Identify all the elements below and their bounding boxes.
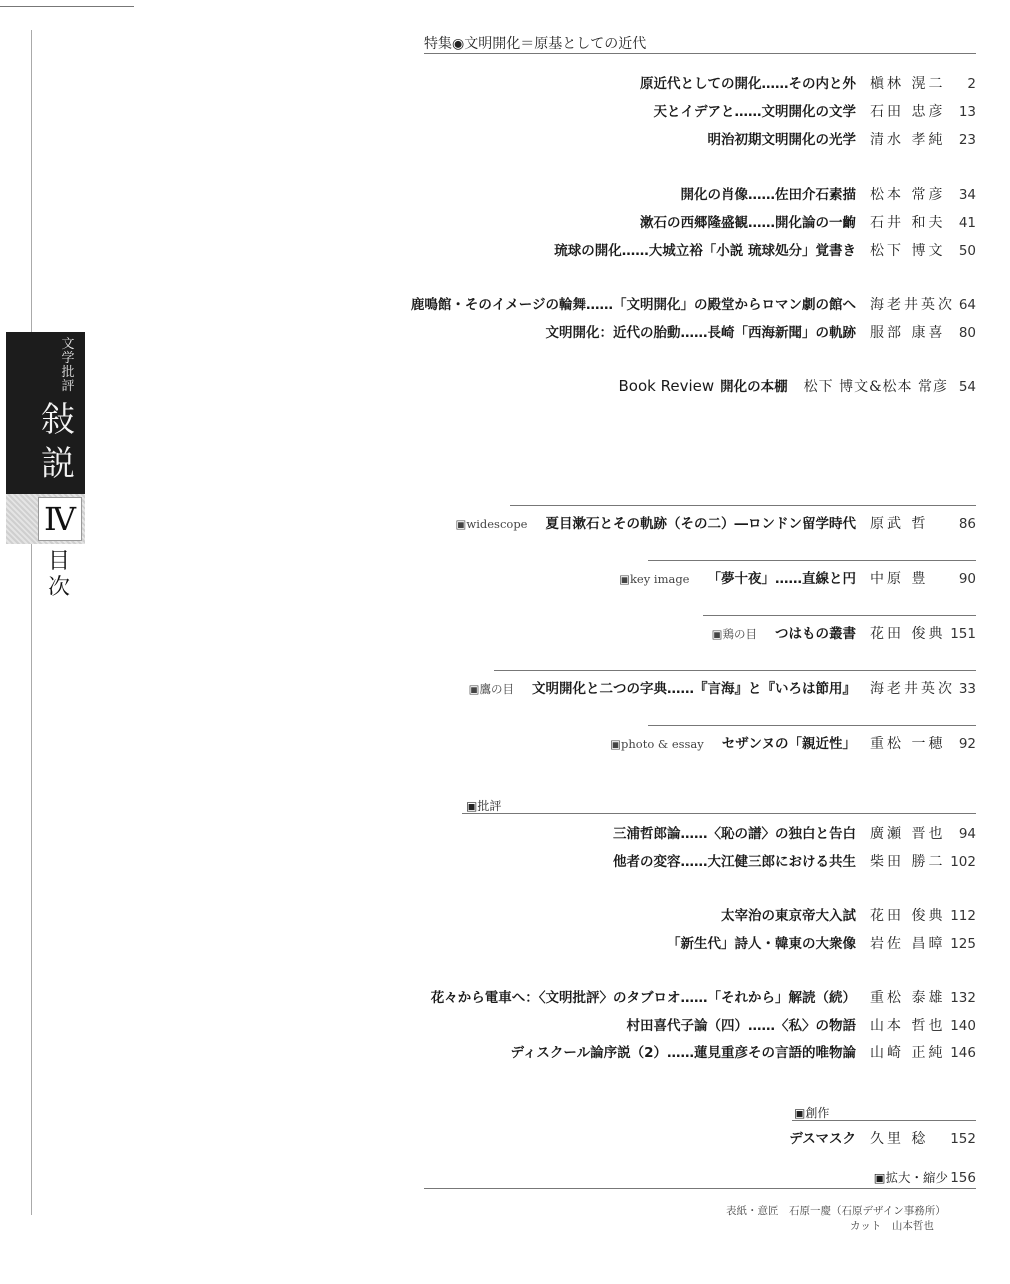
entry-author: 海老井英次 <box>870 297 955 313</box>
entry-title: 琉球の開化……大城立裕「小説 琉球処分」覚書き <box>554 243 856 259</box>
entry-author: 清水 孝純 <box>870 132 946 148</box>
entry-title: ▣拡大・縮少 <box>873 1170 948 1185</box>
toc-entry[interactable] <box>613 850 976 871</box>
entry-title: 他者の変容……大江健三郎における共生 <box>613 854 856 870</box>
entry-page: 50 <box>958 243 976 259</box>
column-rule <box>648 725 976 726</box>
left-margin-line <box>31 30 32 1215</box>
entry-author: 松下 博文 <box>870 243 946 259</box>
entry-title: 三浦哲郎論……〈恥の譜〉の独白と告白 <box>613 826 856 842</box>
entry-author: 久里 稔 <box>870 1131 929 1147</box>
column-rule <box>510 505 976 506</box>
entry-page: 13 <box>958 104 976 120</box>
toc-entry[interactable] <box>640 72 976 93</box>
top-left-rule <box>0 6 134 7</box>
spine-subtitle: 文学批評 <box>61 337 75 394</box>
entry-page: 34 <box>958 187 976 203</box>
entry-author: 岩佐 昌暲 <box>870 936 946 952</box>
criticism-header: ▣批評 <box>466 799 502 813</box>
entry-author: 山崎 正純 <box>870 1045 946 1061</box>
entry-title: 花々から電車へ：〈文明批評〉のタブロオ……「それから」解読（続） <box>430 990 856 1006</box>
toc-entry[interactable] <box>721 904 976 925</box>
column-entry[interactable] <box>456 512 977 533</box>
toc-entry[interactable] <box>874 1168 976 1186</box>
toc-entry[interactable] <box>431 986 976 1007</box>
entry-author: 中原 豊 <box>870 571 929 587</box>
feature-rule <box>424 53 976 54</box>
entry-title: 「夢十夜」……直線と円 <box>707 571 856 587</box>
entry-title: 天とイデアと……文明開化の文学 <box>653 104 856 120</box>
toc-entry[interactable] <box>640 211 976 232</box>
entry-page: 156 <box>950 1170 976 1186</box>
column-rule <box>648 560 976 561</box>
column-label: ▣鶏の目 <box>711 627 757 641</box>
feature-header: 特集◉文明開化＝原基としての近代 <box>424 36 647 52</box>
entry-title: 「新生代」詩人・韓東の大衆像 <box>667 936 856 952</box>
entry-title: デスマスク <box>789 1131 856 1147</box>
bottom-rule <box>424 1188 976 1189</box>
entry-author: 松下 博文&松本 常彦 <box>803 379 948 395</box>
column-label: ▣photo & essay <box>610 737 704 751</box>
entry-author: 石井 和夫 <box>870 215 946 231</box>
toc-entry[interactable] <box>546 321 977 342</box>
entry-page: 151 <box>950 626 976 642</box>
entry-title: 原近代としての開化……その内と外 <box>640 76 856 92</box>
toc-label: 目次 <box>47 549 70 600</box>
entry-author: 花田 俊典 <box>870 626 946 642</box>
entry-author: 柴田 勝二 <box>870 854 946 870</box>
entry-title: セザンヌの「親近性」 <box>721 736 856 752</box>
entry-title: 文明開化：近代の胎動……長崎「西海新聞」の軌跡 <box>545 325 856 341</box>
toc-entry[interactable] <box>613 822 976 843</box>
column-label: ▣鷹の目 <box>468 682 514 696</box>
entry-title: 漱石の西郷隆盛観……開化論の一齣 <box>640 215 856 231</box>
entry-page: 86 <box>958 516 976 532</box>
entry-page: 64 <box>958 297 976 313</box>
column-entry[interactable] <box>469 677 976 698</box>
column-label: ▣widescope <box>455 517 528 531</box>
book-review-label: Book Review <box>618 377 715 395</box>
entry-page: 94 <box>958 826 976 842</box>
toc-entry[interactable] <box>510 1041 976 1062</box>
toc-entry[interactable] <box>627 1014 977 1035</box>
entry-author: 廣瀬 晋也 <box>870 826 946 842</box>
entry-page: 102 <box>950 854 976 870</box>
entry-page: 54 <box>958 379 976 395</box>
entry-title: 文明開化と二つの字典……『言海』と『いろは節用』 <box>532 681 856 697</box>
criticism-rule <box>462 813 976 814</box>
book-review-entry[interactable] <box>619 375 977 396</box>
entry-author: 重松 泰雄 <box>870 990 946 1006</box>
entry-author: 原武 哲 <box>870 516 929 532</box>
entry-author: 松本 常彦 <box>870 187 946 203</box>
entry-page: 41 <box>958 215 976 231</box>
volume-number: Ⅳ <box>38 497 82 541</box>
entry-page: 2 <box>967 76 976 92</box>
toc-entry[interactable] <box>667 932 976 953</box>
entry-page: 33 <box>958 681 976 697</box>
entry-author: 山本 哲也 <box>870 1018 946 1034</box>
credits-line: カット 山本哲也 <box>850 1220 934 1232</box>
credits-line: 表紙・意匠 石原一慶（石原デザイン事務所） <box>726 1205 946 1217</box>
toc-entry[interactable] <box>681 183 977 204</box>
toc-entry[interactable] <box>411 293 976 314</box>
entry-title: 開化の本棚 <box>720 379 788 395</box>
entry-title: 夏目漱石とその軌跡（その二）―ロンドン留学時代 <box>545 516 856 532</box>
creation-rule <box>792 1120 976 1121</box>
entry-author: 石田 忠彦 <box>870 104 946 120</box>
entry-title: つはもの叢書 <box>775 626 856 642</box>
entry-author: 海老井英次 <box>870 681 955 697</box>
entry-page: 90 <box>958 571 976 587</box>
entry-author: 花田 俊典 <box>870 908 946 924</box>
column-label: ▣key image <box>619 572 690 586</box>
column-entry[interactable] <box>712 622 976 643</box>
entry-author: 重松 一穂 <box>870 736 946 752</box>
entry-page: 92 <box>958 736 976 752</box>
entry-title: 村田喜代子論（四）……〈私〉の物語 <box>626 1018 856 1034</box>
entry-page: 80 <box>958 325 976 341</box>
creation-header: ▣創作 <box>794 1106 830 1120</box>
entry-title: 鹿鳴館・そのイメージの輪舞……「文明開化」の殿堂からロマン劇の館へ <box>410 297 856 313</box>
toc-entry[interactable] <box>554 239 976 260</box>
column-rule <box>494 670 976 671</box>
entry-page: 132 <box>950 990 976 1006</box>
spine-title: 敍説 <box>41 400 75 484</box>
entry-title: 開化の肖像……佐田介石素描 <box>680 187 856 203</box>
column-entry[interactable] <box>619 567 976 588</box>
entry-page: 112 <box>950 908 976 924</box>
entry-title: 明治初期文明開化の光学 <box>707 132 856 148</box>
entry-page: 152 <box>950 1131 976 1147</box>
entry-author: 服部 康喜 <box>870 325 946 341</box>
toc-entry[interactable] <box>708 128 977 149</box>
entry-page: 23 <box>958 132 976 148</box>
entry-page: 146 <box>950 1045 976 1061</box>
entry-title: ディスクール論序説（2）……蓮見重彦その言語的唯物論 <box>510 1045 856 1061</box>
column-entry[interactable] <box>610 732 976 753</box>
column-rule <box>703 615 976 616</box>
entry-author: 槇林 滉二 <box>870 76 946 92</box>
entry-page: 140 <box>950 1018 976 1034</box>
entry-title: 太宰治の東京帝大入試 <box>721 908 856 924</box>
toc-entry[interactable] <box>654 100 977 121</box>
toc-entry[interactable] <box>789 1127 976 1148</box>
entry-page: 125 <box>950 936 976 952</box>
